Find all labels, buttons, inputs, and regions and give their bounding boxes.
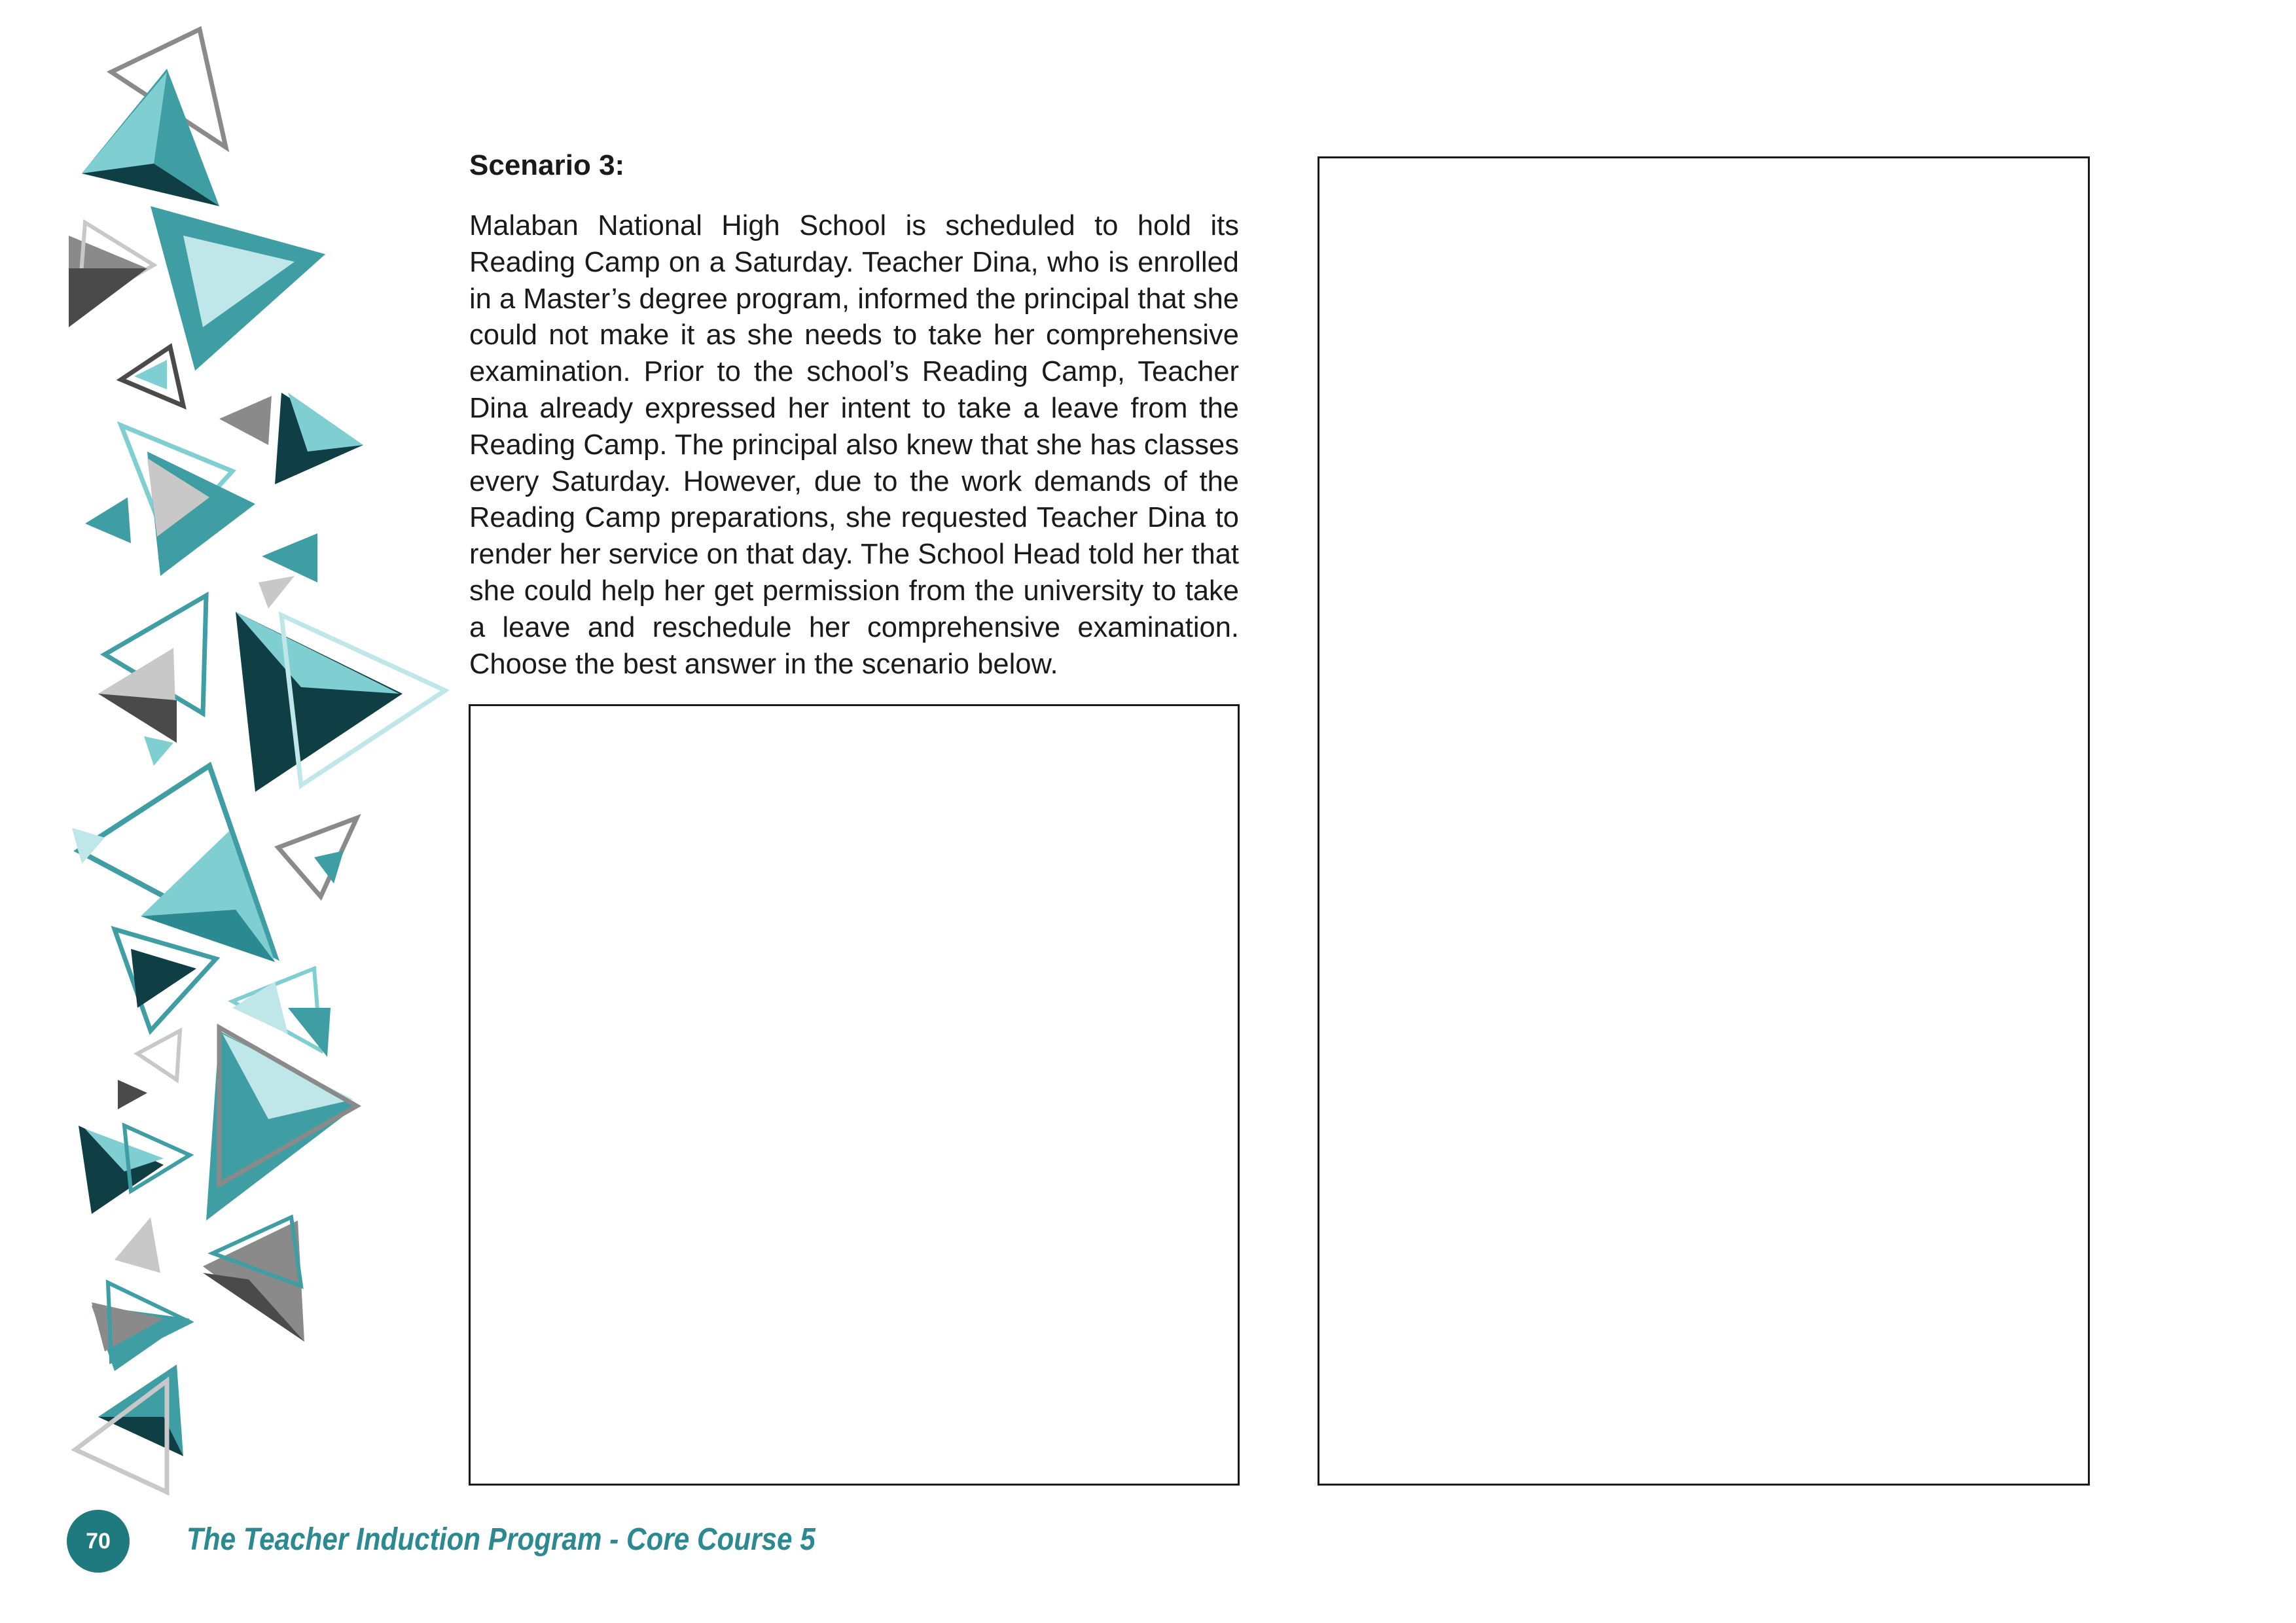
footer-title: The Teacher Induction Program - Core Course 5 [187,1522,816,1557]
scenario-heading: Scenario 3: [469,149,625,181]
decorative-triangle-icon [118,1080,147,1109]
answer-box-right[interactable] [1318,156,2090,1486]
answer-box-left[interactable] [469,704,1240,1486]
decorative-triangle-icon [131,949,196,1008]
triangle-pattern-decoration [0,0,471,1505]
page-number-badge: 70 [67,1510,130,1573]
decorative-triangle-icon [262,533,317,582]
decorative-triangle-icon [82,72,167,173]
decorative-triangle-icon [115,1217,160,1273]
decorative-triangle-icon [85,497,131,543]
decorative-triangle-icon [288,1008,331,1057]
decorative-triangle-icon [206,1031,357,1221]
decorative-triangle-icon [98,694,177,743]
scenario-body: Malaban National High School is scheduled to hold its Reading Camp on a Saturday. Teacher Dina, who is enrolled in a Master’s degree program, informed the principal that she could not make it as she needs to take her comprehensive examination. Prior to the school’s Reading Camp, Teacher Dina already expressed her intent to take a leave from the Reading Camp. The principal also knew that she has classes every Saturday. However, due to the work demands of the Reading Camp preparations, she requested Teacher Dina to render her service on that day. The School Head told her that she could help her get permission from the university to take a leave and reschedule her comprehensive examination. Choose the best answer in the scenario below. [469,210,1240,680]
decorative-triangle-icon [219,396,272,445]
decorative-triangle-icon [259,576,295,609]
decorative-triangle-icon [144,736,173,766]
decorative-triangle-icon [69,268,147,327]
decorative-triangle-icon [137,1031,180,1080]
